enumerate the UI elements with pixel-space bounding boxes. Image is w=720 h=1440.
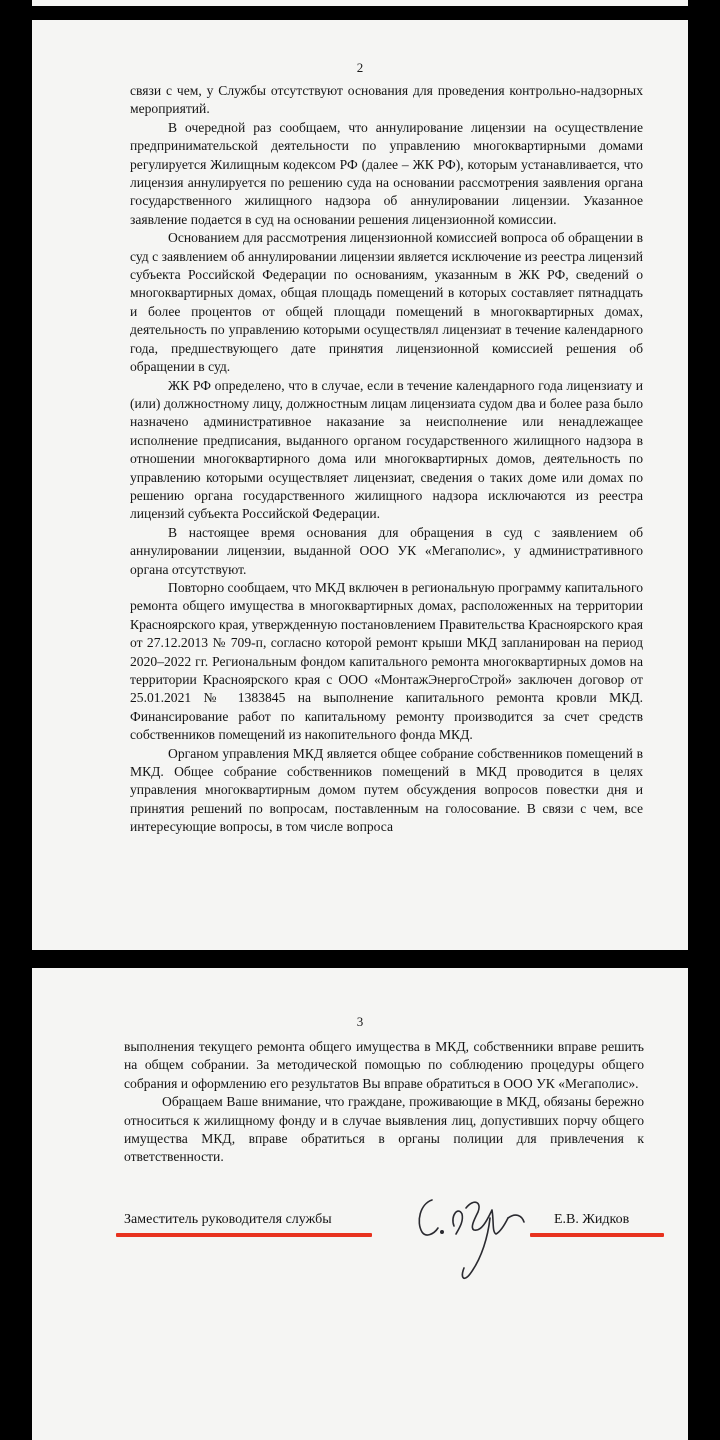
paragraph: Обращаем Ваше внимание, что граждане, проживающие в МКД, обязаны бережно относиться к жилищному фонду и в случае выявления лиц, допустивших порчу общего имущества МКД, вправе обратиться в органы полиции для привлечения к ответственности. — [124, 1094, 644, 1165]
page-3-body — [124, 1038, 644, 1167]
highlight-underline-position — [116, 1233, 372, 1237]
paragraph: Повторно сообщаем, что МКД включен в региональную программу капитального ремонта общего имущества в многоквартирных домах, расположенных на территории Красноярского края, утвержденную постановлением Правительства Красноярского края от 27.12.2013 № 709-п, согласно которой ремонт крыши МКД запланирован на период 2020–2022 гг. Региональным фондом капитального ремонта многоквартирных домов на территории Красноярского края с ООО «МонтажЭнергоСтрой» заключен договор от 25.01.2021 № 1383845 на выполнение капитального ремонта кровли МКД. Финансирование работ по капитальному ремонту производится за счет средств собственников помещений из накопительного фонда МКД. — [130, 579, 643, 743]
paragraph: Основанием для рассмотрения лицензионной комиссией вопроса об обращении в суд с заявлением об аннулировании лицензии является исключение из реестра лицензий субъекта Российской Федерации по основаниям, указанным в ЖК РФ, сведений о многоквартирных домах, общая площадь помещений в которых составляет пятнадцать и более процентов от общей площади помещений в многоквартирных домах, деятельность по управлению которыми осуществлял лицензиат в течение календарного года, предшествующего дате принятия лицензионной комиссией решения об обращении в суд. — [130, 230, 643, 375]
page-number: 2 — [356, 60, 364, 75]
paragraph: В настоящее время основания для обращения в суд с заявлением об аннулировании лицензии, выданной ООО УК «Мегаполис», у административного органа отсутствуют. — [130, 524, 643, 577]
page-number: 3 — [356, 1014, 364, 1029]
paragraph: Органом управления МКД является общее собрание собственников помещений в МКД. Общее собрание собственников помещений в МКД проводится в целях управления многоквартирным домом путем обсуждения вопросов повестки дня и принятия решений по вопросам, поставленным на голосование. В связи с чем, все интересующие вопросы, в том числе вопроса — [130, 745, 643, 835]
signatory-name: Е.В. Жидков — [554, 1212, 630, 1227]
document-page-2 — [32, 20, 688, 950]
paragraph: выполнения текущего ремонта общего имущества в МКД, собственники вправе решить на общем собрании. За методической помощью по соблюдению процедуры общего собрания и оформлению его результатов Вы вправе обратиться в ООО УК «Мегаполис». — [124, 1039, 644, 1091]
highlight-underline-name — [530, 1233, 664, 1237]
handwritten-signature — [412, 1188, 542, 1288]
document-page-3 — [32, 968, 688, 1440]
page-2-body — [130, 82, 643, 837]
signatory-position: Заместитель руководителя службы — [124, 1212, 332, 1227]
paragraph: В очередной раз сообщаем, что аннулирование лицензии на осуществление предпринимательской деятельности по управлению многоквартирными домами регулируется Жилищным кодексом РФ (далее – ЖК РФ), которым устанавливается, что лицензия аннулируется по решению суда на основании рассмотрения заявления органа государственного жилищного надзора об аннулировании лицензии. Указанное заявление подается в суд на основании решения лицензионной комиссии. — [130, 119, 643, 227]
previous-page-edge — [32, 0, 688, 6]
paragraph: связи с чем, у Службы отсутствуют основания для проведения контрольно-надзорных мероприятий. — [130, 83, 643, 117]
paragraph: ЖК РФ определено, что в случае, если в течение календарного года лицензиату и (или) должностному лицу, должностным лицам лицензиата судом два и более раза было назначено административное наказание за неисполнение или ненадлежащее исполнение предписания, выданного органом государственного жилищного надзора в отношении многоквартирного дома или многоквартирных домов, деятельность по управлению которыми осуществляет лицензиат, сведения о таких доме или домах по решению органа государственного жилищного надзора исключаются из реестра лицензий субъекта Российской Федерации. — [130, 377, 643, 522]
